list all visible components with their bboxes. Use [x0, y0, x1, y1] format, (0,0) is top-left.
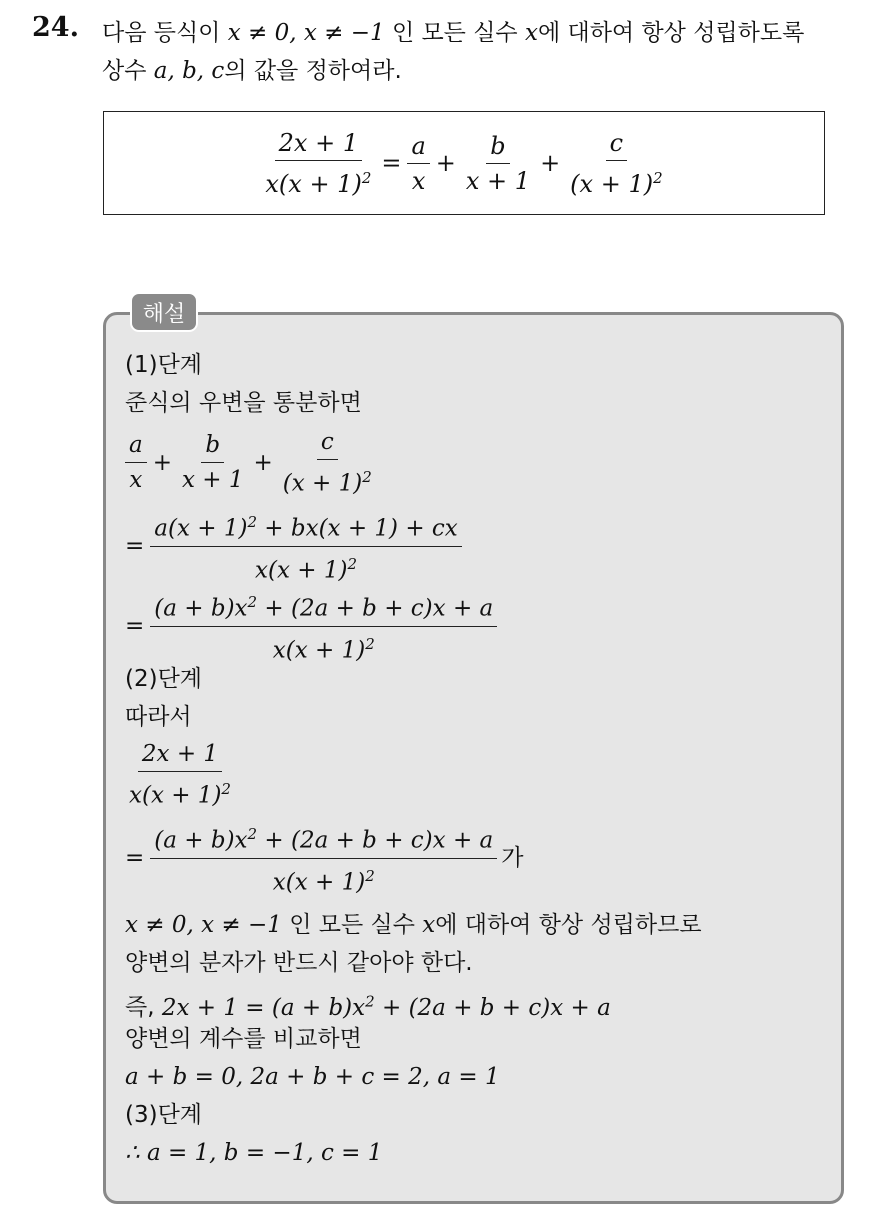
step-3-heading: (3)단계: [125, 1102, 203, 1128]
ie-line: [125, 986, 611, 1023]
equals-sign: =: [125, 533, 145, 560]
denominator: x + 1: [465, 166, 531, 195]
denominator: $x(x + 1)^2$: [272, 634, 375, 664]
given-equation-box: [103, 111, 825, 215]
denominator: $x(x + 1)^2$: [265, 168, 372, 198]
fraction: [407, 132, 429, 195]
numerator: c: [606, 129, 627, 161]
q-condition-1: x ≠ 0,: [227, 20, 297, 46]
solution-eq-line-2: [125, 508, 462, 584]
coefficient-system: a + b = 0, 2a + b + c = 2, a = 1: [125, 1064, 500, 1090]
step-2-heading: (2)단계: [125, 666, 203, 692]
q-condition-2: x ≠ −1: [303, 20, 385, 46]
condition-text: 에 대하여 항상 성립하므로: [435, 912, 702, 938]
solution-eq-line-4: [125, 740, 235, 810]
fraction: [462, 132, 534, 195]
denominator: $x(x + 1)^2$: [129, 780, 231, 809]
solution-eq-line-1: [125, 428, 376, 498]
compare-text: 양변의 계수를 비교하면: [125, 1026, 362, 1052]
denominator: x: [411, 166, 426, 195]
numerator: a: [407, 132, 429, 164]
solution-eq-line-5: [125, 820, 523, 896]
numerator: b: [486, 132, 509, 164]
plus-sign: +: [540, 149, 561, 177]
fraction: [178, 431, 248, 494]
numerator-equal-text: 양변의 분자가 반드시 같아야 한다.: [125, 950, 473, 976]
plus-sign: +: [435, 149, 456, 177]
numerator: 2x + 1: [275, 129, 362, 161]
q-variable: x: [524, 20, 538, 46]
denominator: $x(x + 1)^2$: [272, 866, 375, 896]
q-text-part: 다음 등식이: [102, 20, 221, 46]
fraction: [150, 588, 497, 664]
q-constants: a, b, c: [153, 58, 225, 84]
ie-equation: $2x + 1 = (a + b)x^2 + (2a + b + c)x + a$: [161, 992, 611, 1021]
q-text-part: 상수: [102, 58, 147, 84]
step-1-heading: (1)단계: [125, 352, 203, 378]
solution-eq-line-3: [125, 588, 497, 664]
fraction: [125, 740, 235, 810]
fraction: [150, 820, 497, 896]
condition-variable: x: [422, 912, 436, 938]
condition-math: x ≠ 0, x ≠ −1: [125, 912, 282, 938]
numerator: a: [125, 431, 147, 463]
numerator: 2x + 1: [138, 740, 222, 772]
numerator: $(a + b)x^2 + (2a + b + c)x + a$: [150, 588, 497, 627]
numerator: $a(x + 1)^2 + bx(x + 1)$ + cx: [150, 508, 462, 547]
denominator: $(x + 1)^2$: [282, 468, 372, 497]
q-text-part: 에 대하여 항상 성립하도록: [537, 20, 805, 46]
question-text: [102, 14, 872, 90]
condition-text: 인 모든 실수: [289, 912, 415, 938]
numerator: c: [317, 428, 338, 460]
fraction: [150, 508, 462, 584]
step-1-text: 준식의 우변을 통분하면: [125, 390, 362, 416]
denominator: x: [129, 467, 143, 494]
fraction: [566, 129, 666, 198]
question-number: 24.: [32, 12, 79, 43]
fraction: [261, 129, 375, 198]
denominator: $(x + 1)^2$: [570, 168, 663, 198]
ie-label: 즉,: [125, 994, 155, 1021]
denominator: $x(x + 1)^2$: [255, 554, 358, 584]
equals-sign: =: [381, 149, 402, 177]
plus-sign: +: [253, 449, 273, 476]
final-answer: ∴ a = 1, b = −1, c = 1: [125, 1140, 383, 1166]
q-text-part: 의 값을 정하여라.: [224, 58, 402, 84]
equals-sign: =: [125, 845, 145, 872]
fraction: [279, 428, 376, 498]
plus-sign: +: [152, 449, 172, 476]
fraction: [125, 431, 147, 494]
step-2-text: 따라서: [125, 704, 192, 730]
solution-label: 해설: [130, 292, 198, 332]
numerator: b: [201, 431, 224, 463]
condition-line: [125, 910, 702, 940]
suffix-text: 가: [501, 845, 524, 872]
numerator: $(a + b)x^2 + (2a + b + c)x + a$: [150, 820, 497, 859]
q-text-part: 인 모든 실수: [391, 20, 518, 46]
equals-sign: =: [125, 613, 145, 640]
denominator: x + 1: [182, 467, 244, 494]
